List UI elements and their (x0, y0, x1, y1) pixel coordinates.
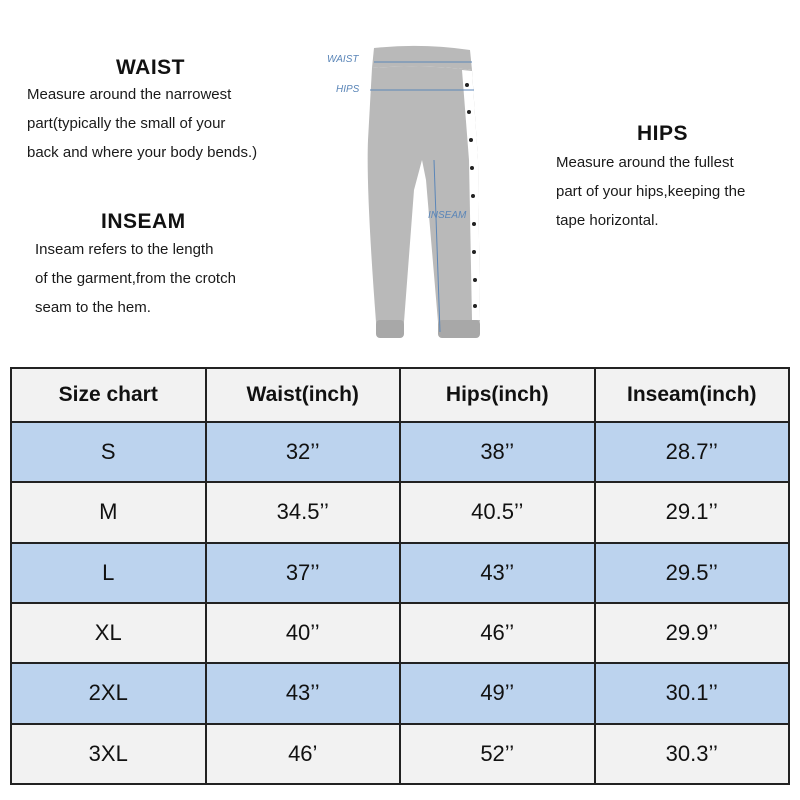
size-cell: 2XL (11, 663, 206, 723)
size-cell: M (11, 482, 206, 542)
size-cell: 3XL (11, 724, 206, 784)
waist-cell: 46’ (206, 724, 401, 784)
table-row (11, 724, 789, 784)
hips-cell: 38’’ (400, 422, 595, 482)
waist-cell: 34.5’’ (206, 482, 401, 542)
table-row (11, 603, 789, 663)
table-row (11, 422, 789, 482)
inseam-cell: 29.1’’ (595, 482, 790, 542)
hips-description (556, 148, 796, 235)
size-cell: S (11, 422, 206, 482)
table-row (11, 482, 789, 542)
right-cuff (438, 320, 480, 338)
header-size: Size chart (11, 368, 206, 422)
hips-cell: 43’’ (400, 543, 595, 603)
pants-body (368, 66, 480, 332)
header-inseam: Inseam(inch) (595, 368, 790, 422)
hips-cell: 52’’ (400, 724, 595, 784)
inseam-description-line: Inseam refers to the length (35, 241, 214, 258)
inseam-description-line: of the garment,from the crotch (35, 270, 236, 287)
hips-description-line: Measure around the fullest (556, 154, 734, 171)
size-cell: L (11, 543, 206, 603)
size-chart-table (10, 367, 790, 785)
hips-cell: 40.5’’ (400, 482, 595, 542)
inseam-cell: 28.7’’ (595, 422, 790, 482)
inseam-cell: 30.3’’ (595, 724, 790, 784)
hips-cell: 49’’ (400, 663, 595, 723)
inseam-description-line: seam to the hem. (35, 299, 151, 316)
inseam-title: INSEAM (101, 210, 186, 233)
header-hips: Hips(inch) (400, 368, 595, 422)
size-cell: XL (11, 603, 206, 663)
header-waist: Waist(inch) (206, 368, 401, 422)
waist-description-line: back and where your body bends.) (27, 144, 258, 161)
table-row (11, 543, 789, 603)
hips-title: HIPS (637, 122, 689, 145)
waist-cell: 43’’ (206, 663, 401, 723)
pants-waistband (372, 46, 472, 70)
hips-description-line: part of your hips,keeping the (556, 183, 746, 200)
hips-cell: 46’’ (400, 603, 595, 663)
inseam-cell: 29.9’’ (595, 603, 790, 663)
table-row (11, 663, 789, 723)
table-header-row (11, 368, 789, 422)
left-cuff (376, 320, 404, 338)
waist-cell: 37’’ (206, 543, 401, 603)
inseam-description (35, 235, 295, 322)
waist-title: WAIST (116, 56, 185, 79)
inseam-measure-label: INSEAM (428, 210, 467, 221)
inseam-cell: 30.1’’ (595, 663, 790, 723)
pants-illustration (322, 40, 482, 345)
hips-description-line: tape horizontal. (556, 212, 659, 229)
hips-measure-label: HIPS (336, 84, 360, 95)
waist-cell: 40’’ (206, 603, 401, 663)
inseam-cell: 29.5’’ (595, 543, 790, 603)
waist-cell: 32’’ (206, 422, 401, 482)
waist-description-line: Measure around the narrowest (27, 86, 232, 103)
waist-measure-label: WAIST (327, 54, 359, 65)
waist-description (27, 80, 327, 167)
waist-description-line: part(typically the small of your (27, 115, 226, 132)
